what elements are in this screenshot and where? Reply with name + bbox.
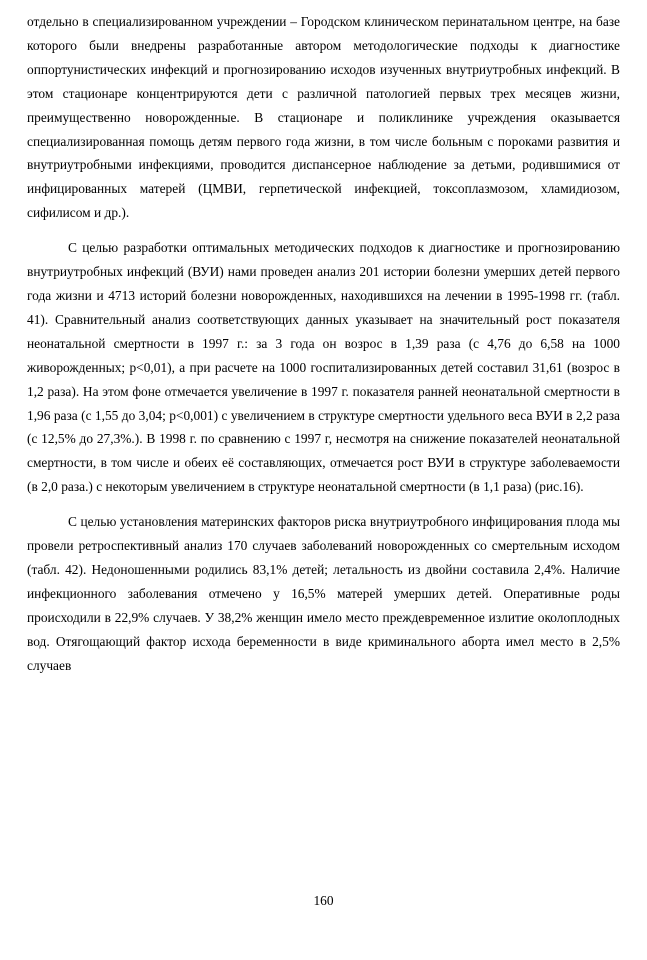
- body-text: [27, 10, 620, 677]
- paragraph-1: отдельно в специализированном учреждении – Городском клиническом перинатальном центре, на базе которого были внедрены разработанные автором методологические подходы к диагностике оппортунистических инфекций и прогнозированию исходов изученных внутриутробных инфекций. В этом стационаре концентрируются дети с различной патологией первых трех месяцев жизни, преимущественно новорожденные. В стационаре и поликлинике учреждения оказывается специализированная помощь детям первого года жизни, в том числе больным с пороками развития и внутриутробными инфекциями, проводится диспансерное наблюдение за детьми, родившимися от инфицированных матерей (ЦМВИ, герпетической инфекцией, токсоплазмозом, хламидиозом, сифилисом и др.).: [27, 14, 620, 221]
- paragraph-3: С целью установления материнских факторов риска внутриутробного инфицирования плода мы провели ретроспективный анализ 170 случаев заболеваний новорожденных со смертельным исходом (табл. 42). Недоношенными родились 83,1% детей; летальность из двойни составила 2,4%. Наличие инфекционного заболевания отмечено у 16,5% матерей умерших детей. Оперативные роды происходили в 22,9% случаев. У 38,2% женщин имело место преждевременное излитие околоплодных вод. Отягощающий фактор исхода беременности в виде криминального аборта имел место в 2,5% случаев: [27, 514, 620, 673]
- paragraph-2: С целью разработки оптимальных методических подходов к диагностике и прогнозированию внутриутробных инфекций (ВУИ) нами проведен анализ 201 истории болезни умерших детей первого года жизни и 4713 историй болезни новорожденных, находившихся на лечении в 1995-1998 гг. (табл. 41). Сравнительный анализ соответствующих данных указывает на значительный рост показателя неонатальной смертности в 1997 г.: за 3 года он возрос в 1,39 раза (с 4,76 до 6,58 на 1000 живорожденных; p<0,01), а при расчете на 1000 госпитализированных детей составил 31,61 (возрос в 1,2 раза). На этом фоне отмечается увеличение в 1997 г. показателя ранней неонатальной смертности в 1,96 раза (с 1,55 до 3,04; p<0,001) с увеличением в структуре смертности удельного веса ВУИ в 2,2 раза (с 12,5% до 27,3%.). В 1998 г. по сравнению с 1997 г, несмотря на снижение показателей неонатальной смертности, в том числе и обеих её составляющих, отмечается рост ВУИ в структуре заболеваемости (в 2,0 раза.) с некоторым увеличением в структуре неонатальной смертности (в 1,1 раза) (рис.16).: [27, 240, 620, 495]
- page-number: 160: [313, 893, 334, 908]
